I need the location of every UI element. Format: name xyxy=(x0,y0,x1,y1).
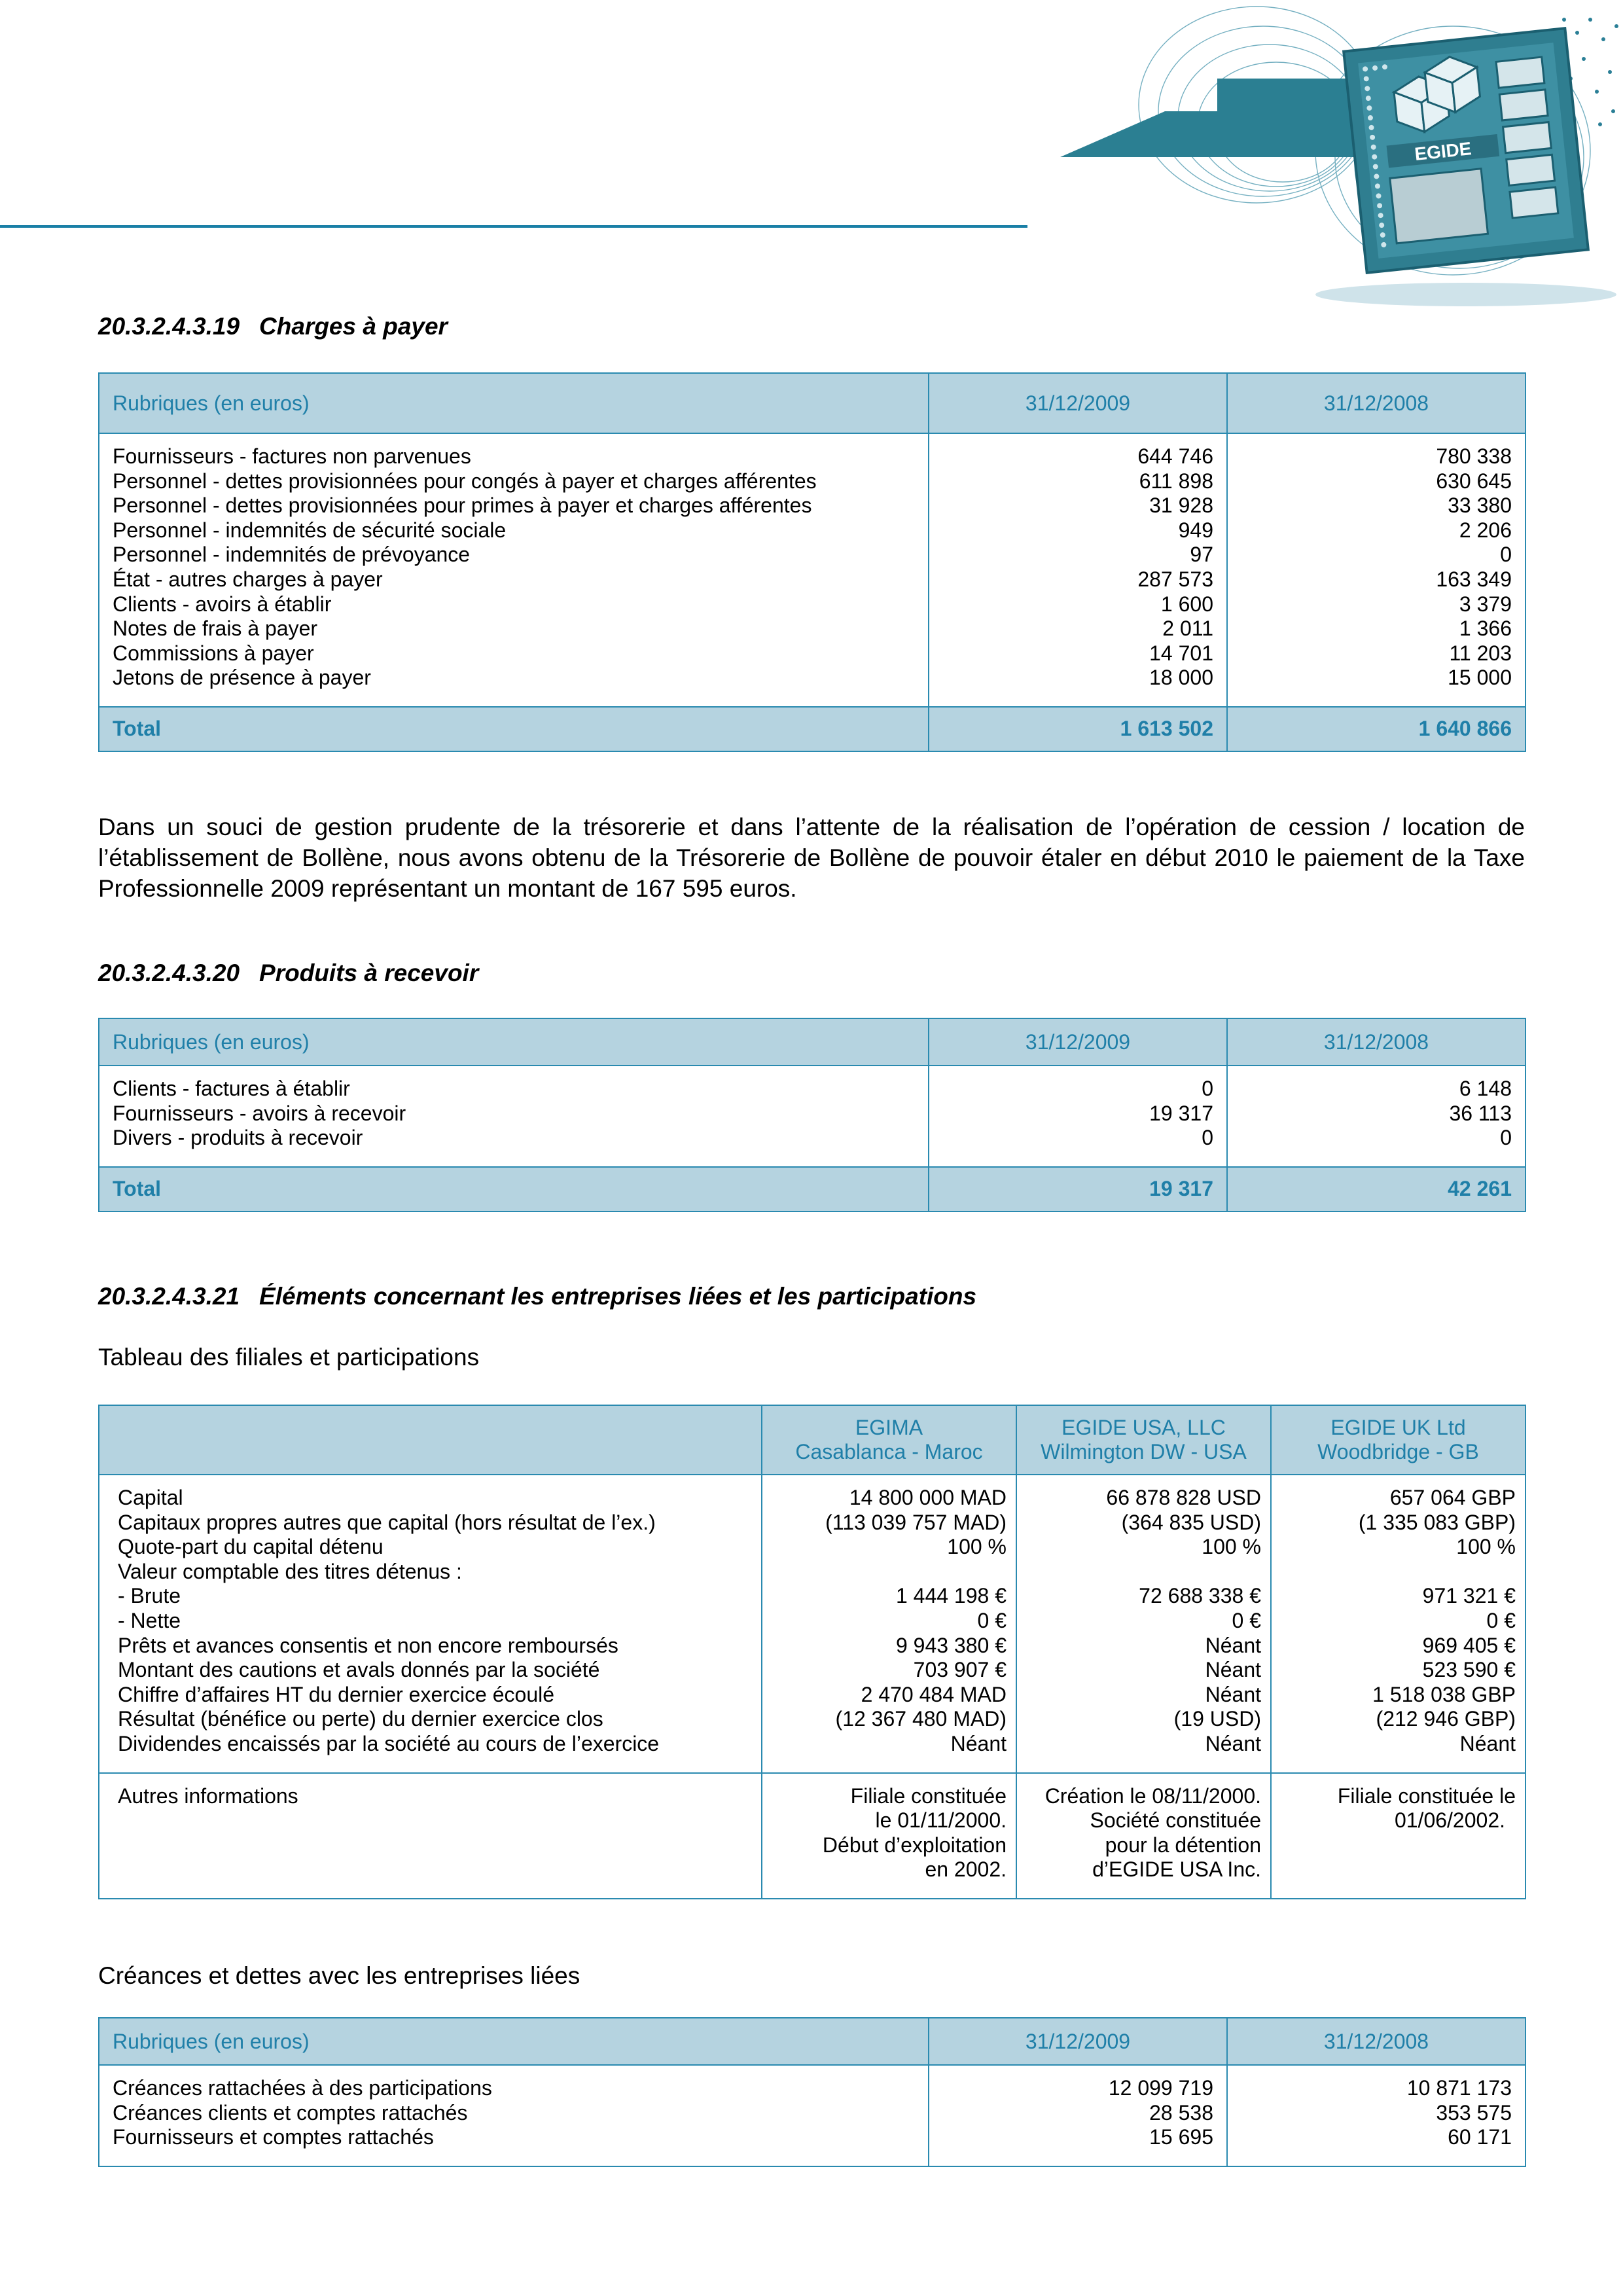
total-2008: 1 640 866 xyxy=(1227,707,1525,751)
info-line: Filiale constituée le xyxy=(1337,1784,1516,1808)
header-2008: 31/12/2008 xyxy=(1227,373,1525,433)
row-label: Dividendes encaissés par la société au cours de l’exercice xyxy=(118,1731,660,1755)
cell-value: 657 064 GBP xyxy=(1389,1486,1516,1509)
produits-values-2009 xyxy=(929,1066,1227,1167)
section-heading: Charges à payer xyxy=(259,313,448,340)
header-2008: 31/12/2008 xyxy=(1227,1018,1525,1066)
cell-value: 66 878 828 USD xyxy=(1106,1486,1261,1509)
charges-table xyxy=(98,372,1526,752)
header-2009: 31/12/2009 xyxy=(929,2018,1227,2065)
value-2009: 12 099 719 xyxy=(1108,2076,1213,2100)
egide-usa-other-info xyxy=(1016,1773,1271,1899)
creances-table xyxy=(98,2017,1526,2167)
section-title-entreprises-liees xyxy=(98,1283,976,1310)
egide-logo-graphic xyxy=(1060,0,1623,308)
row-label: Clients - avoirs à établir xyxy=(113,592,332,616)
value-2008: 630 645 xyxy=(1436,469,1512,493)
total-label: Total xyxy=(99,1167,929,1211)
cell-value: 0 € xyxy=(1486,1608,1516,1632)
egide-uk-values xyxy=(1271,1475,1525,1773)
value-2009: 18 000 xyxy=(1149,666,1213,690)
row-label: Jetons de présence à payer xyxy=(113,666,371,690)
cell-value xyxy=(1285,1560,1516,1585)
cell-value: (113 039 757 MAD) xyxy=(825,1510,1007,1534)
creances-values-2009 xyxy=(929,2065,1227,2166)
cell-value: 1 444 198 € xyxy=(895,1584,1007,1608)
header-2008: 31/12/2008 xyxy=(1227,2018,1525,2065)
value-2009: 15 695 xyxy=(1149,2125,1213,2149)
creances-labels xyxy=(99,2065,929,2166)
section-title-produits xyxy=(98,960,478,987)
info-line: 01/06/2002. xyxy=(1394,1808,1505,1833)
cell-value: 0 € xyxy=(1232,1608,1261,1632)
cell-value: 2 470 484 MAD xyxy=(861,1682,1007,1706)
total-2008: 42 261 xyxy=(1227,1167,1525,1211)
cell-value: (19 USD) xyxy=(1173,1707,1261,1731)
row-label: Créances clients et comptes rattachés xyxy=(113,2100,468,2125)
value-2008: 0 xyxy=(1500,543,1512,567)
produits-table xyxy=(98,1018,1526,1212)
cell-value: 100 % xyxy=(1456,1535,1516,1559)
info-line: Début d’exploitation xyxy=(822,1833,1007,1857)
header-empty xyxy=(99,1405,762,1475)
filiales-table xyxy=(98,1405,1526,1899)
value-2009: 644 746 xyxy=(1137,444,1213,468)
cell-value: 971 321 € xyxy=(1422,1584,1516,1608)
header-rubriques: Rubriques (en euros) xyxy=(99,1018,929,1066)
cell-value xyxy=(776,1560,1007,1585)
creances-subtitle: Créances et dettes avec les entreprises liées xyxy=(98,1962,580,1989)
info-line: Filiale constituée xyxy=(850,1784,1007,1808)
info-line: en 2002. xyxy=(925,1857,1007,1882)
section-heading: Produits à recevoir xyxy=(259,960,479,986)
row-label: Capitaux propres autres que capital (hors résultat de l’ex.) xyxy=(118,1510,656,1534)
header-egide-uk xyxy=(1271,1405,1525,1475)
value-2009: 949 xyxy=(1178,518,1213,542)
header-2009: 31/12/2009 xyxy=(929,1018,1227,1066)
row-label: Chiffre d’affaires HT du dernier exercice écoulé xyxy=(118,1682,555,1706)
cell-value: (364 835 USD) xyxy=(1121,1510,1261,1534)
value-2009: 0 xyxy=(1202,1126,1213,1150)
value-2008: 6 148 xyxy=(1459,1077,1512,1100)
logo-text: EGIDE xyxy=(1413,138,1472,165)
value-2008: 33 380 xyxy=(1448,493,1512,518)
row-label: Capital xyxy=(118,1486,183,1509)
other-info-label xyxy=(99,1773,762,1899)
value-2009: 31 928 xyxy=(1149,493,1213,518)
egima-other-info xyxy=(762,1773,1016,1899)
cell-value: Néant xyxy=(950,1731,1007,1755)
row-label: Personnel - dettes provisionnées pour congés à payer et charges afférentes xyxy=(113,469,817,493)
cell-value: 523 590 € xyxy=(1422,1658,1516,1682)
value-2009: 28 538 xyxy=(1149,2100,1213,2125)
row-label: Créances rattachées à des participations xyxy=(113,2076,492,2100)
produits-labels xyxy=(99,1066,929,1167)
row-label: Fournisseurs - avoirs à recevoir xyxy=(113,1101,406,1125)
company-place: Woodbridge - GB xyxy=(1317,1440,1479,1463)
header-egide-usa xyxy=(1016,1405,1271,1475)
row-label: Résultat (bénéfice ou perte) du dernier exercice clos xyxy=(118,1707,603,1731)
cell-value: 1 518 038 GBP xyxy=(1372,1682,1516,1706)
filiales-labels xyxy=(99,1475,762,1773)
row-label: Autres informations xyxy=(118,1784,298,1808)
value-2008: 60 171 xyxy=(1448,2125,1512,2149)
info-line: le 01/11/2000. xyxy=(875,1808,1007,1833)
value-2009: 0 xyxy=(1202,1077,1213,1100)
row-label: Clients - factures à établir xyxy=(113,1077,350,1100)
company-name: EGIDE USA, LLC xyxy=(1061,1416,1226,1439)
value-2009: 97 xyxy=(1190,543,1213,567)
row-label: Montant des cautions et avals donnés par la société xyxy=(118,1658,600,1682)
cell-value: (1 335 083 GBP) xyxy=(1358,1510,1516,1534)
section-number: 20.3.2.4.3.19 xyxy=(98,313,240,340)
value-2009: 14 701 xyxy=(1149,641,1213,665)
cell-value: (12 367 480 MAD) xyxy=(835,1707,1007,1731)
row-label: Fournisseurs - factures non parvenues xyxy=(113,444,471,468)
row-label: Personnel - indemnités de prévoyance xyxy=(113,543,471,567)
value-2008: 36 113 xyxy=(1449,1101,1512,1125)
row-label: Valeur comptable des titres détenus : xyxy=(118,1559,462,1583)
row-label: Fournisseurs et comptes rattachés xyxy=(113,2125,434,2149)
section-number: 20.3.2.4.3.21 xyxy=(98,1283,240,1310)
total-2009: 1 613 502 xyxy=(929,707,1227,751)
header-2009: 31/12/2009 xyxy=(929,373,1227,433)
total-2009: 19 317 xyxy=(929,1167,1227,1211)
cell-value: 72 688 338 € xyxy=(1139,1584,1261,1608)
cell-value: (212 946 GBP) xyxy=(1376,1707,1516,1731)
row-label: Notes de frais à payer xyxy=(113,617,318,641)
total-label: Total xyxy=(99,707,929,751)
value-2008: 10 871 173 xyxy=(1406,2076,1512,2100)
company-place: Casablanca - Maroc xyxy=(795,1440,983,1463)
row-label: Commissions à payer xyxy=(113,641,314,665)
header-rubriques: Rubriques (en euros) xyxy=(99,2018,929,2065)
value-2008: 1 366 xyxy=(1459,617,1512,641)
cell-value: 703 907 € xyxy=(913,1658,1007,1682)
treasury-paragraph: Dans un souci de gestion prudente de la trésorerie et dans l’attente de la réalisation de l’opération de cession / location de l’établissement de Bollène, nous avons obtenu de la Trésorerie de Bollène de pouvoir étaler en début 2010 le paiement de la Taxe Professionnelle 2009 représentant un montant de 167 595 euros. xyxy=(98,814,1525,902)
row-label: Prêts et avances consentis et non encore remboursés xyxy=(118,1633,618,1657)
row-label: État - autres charges à payer xyxy=(113,567,383,591)
creances-values-2008 xyxy=(1227,2065,1525,2166)
egima-values xyxy=(762,1475,1016,1773)
cell-value: 9 943 380 € xyxy=(895,1633,1007,1657)
value-2008: 780 338 xyxy=(1436,444,1512,468)
cell-value xyxy=(1030,1560,1261,1585)
produits-values-2008 xyxy=(1227,1066,1525,1167)
section-heading: Éléments concernant les entreprises liées et les participations xyxy=(259,1283,977,1310)
charges-values-2009 xyxy=(929,433,1227,707)
row-label: Quote-part du capital détenu xyxy=(118,1535,383,1559)
info-line: Société constituée xyxy=(1090,1808,1261,1833)
cell-value: 14 800 000 MAD xyxy=(849,1486,1007,1509)
row-label: Personnel - indemnités de sécurité sociale xyxy=(113,518,507,542)
value-2008: 2 206 xyxy=(1459,518,1512,542)
header-rule xyxy=(0,225,1027,228)
value-2008: 353 575 xyxy=(1436,2100,1512,2125)
row-label: - Nette xyxy=(118,1608,181,1632)
cell-value: Néant xyxy=(1205,1633,1261,1657)
value-2009: 611 898 xyxy=(1139,469,1213,493)
header-egima xyxy=(762,1405,1016,1475)
section-number: 20.3.2.4.3.20 xyxy=(98,960,240,986)
filiales-subtitle: Tableau des filiales et participations xyxy=(98,1344,480,1371)
row-label: Divers - produits à recevoir xyxy=(113,1126,363,1150)
cell-value: Néant xyxy=(1205,1682,1261,1706)
info-line: pour la détention xyxy=(1105,1833,1261,1857)
egide-usa-values xyxy=(1016,1475,1271,1773)
cell-value: Néant xyxy=(1205,1658,1261,1682)
cell-value: Néant xyxy=(1459,1731,1516,1755)
value-2009: 1 600 xyxy=(1160,592,1213,616)
cell-value: Néant xyxy=(1205,1731,1261,1755)
value-2008: 11 203 xyxy=(1449,641,1512,665)
cell-value: 0 € xyxy=(977,1608,1007,1632)
section-title-charges xyxy=(98,313,448,340)
company-name: EGIDE UK Ltd xyxy=(1330,1416,1466,1439)
row-label: - Brute xyxy=(118,1584,181,1608)
charges-values-2008 xyxy=(1227,433,1525,707)
info-line: Création le 08/11/2000. xyxy=(1044,1784,1261,1808)
company-name: EGIMA xyxy=(855,1416,923,1439)
egide-uk-other-info xyxy=(1271,1773,1525,1899)
value-2008: 15 000 xyxy=(1448,666,1512,690)
info-line: d’EGIDE USA Inc. xyxy=(1092,1857,1261,1882)
value-2009: 2 011 xyxy=(1162,617,1213,641)
row-label: Personnel - dettes provisionnées pour primes à payer et charges afférentes xyxy=(113,493,812,518)
cell-value: 969 405 € xyxy=(1422,1633,1516,1657)
cell-value: 100 % xyxy=(947,1535,1007,1559)
charges-labels xyxy=(99,433,929,707)
company-place: Wilmington DW - USA xyxy=(1041,1440,1247,1463)
header-rubriques: Rubriques (en euros) xyxy=(99,373,929,433)
value-2009: 287 573 xyxy=(1137,567,1213,591)
value-2008: 3 379 xyxy=(1459,592,1512,616)
value-2008: 0 xyxy=(1500,1126,1512,1150)
value-2009: 19 317 xyxy=(1149,1101,1213,1125)
value-2008: 163 349 xyxy=(1436,567,1512,591)
cell-value: 100 % xyxy=(1202,1535,1261,1559)
